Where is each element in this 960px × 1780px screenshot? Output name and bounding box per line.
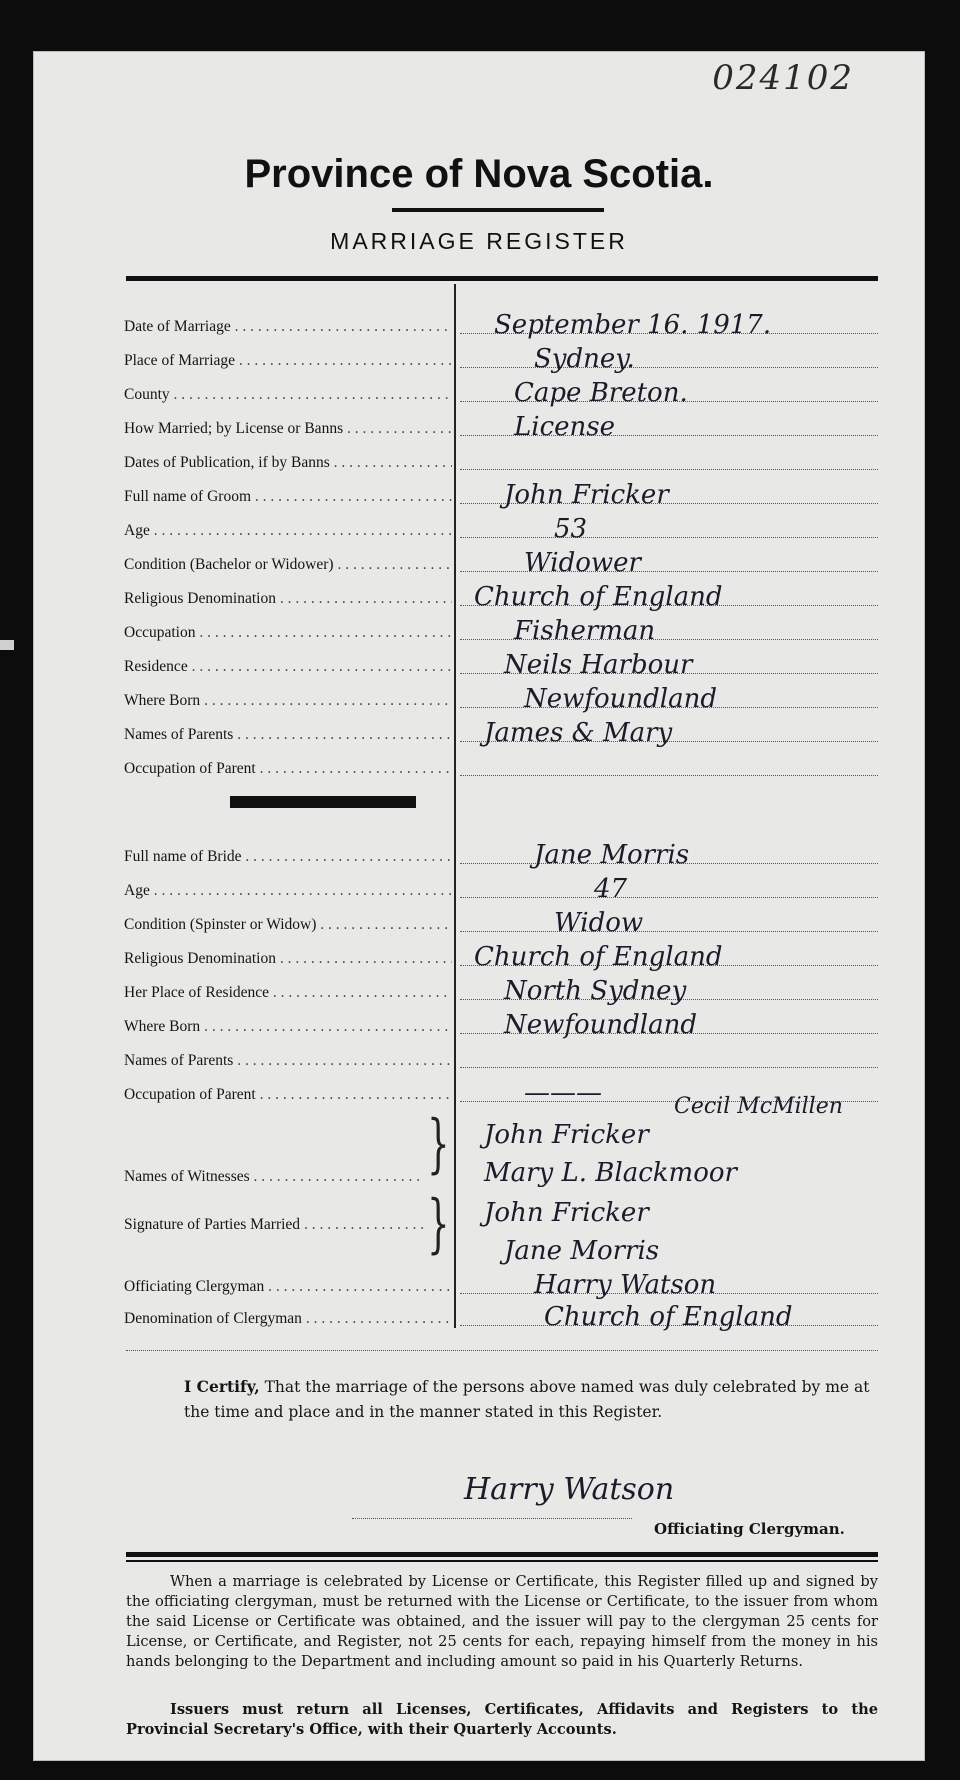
field-row <box>124 868 878 902</box>
field-value: Newfoundland <box>524 684 718 714</box>
field-label: Names of Witnesses <box>124 1168 250 1185</box>
field-label: Names of Parents <box>124 726 234 743</box>
signature-line <box>352 1518 632 1519</box>
field-label: Signature of Parties Married <box>124 1216 301 1233</box>
field-label: Full name of Groom <box>124 488 251 505</box>
field-label: Where Born <box>124 1018 201 1035</box>
field-value: September 16. 1917. <box>494 310 772 340</box>
edge-mark <box>0 640 14 650</box>
field-value: Sydney. <box>534 344 635 374</box>
field-label: County <box>124 386 170 403</box>
field-row <box>124 834 878 868</box>
field-value: John Fricker <box>504 480 669 510</box>
field-label: Place of Marriage <box>124 352 236 369</box>
clergy-signature: Harry Watson <box>464 1472 675 1507</box>
field-row <box>124 1004 878 1038</box>
field-row <box>124 406 878 440</box>
field-label: Occupation of Parent <box>124 1086 256 1103</box>
field-label: Officiating Clergyman <box>124 1278 265 1295</box>
field-value: Harry Watson <box>534 1270 717 1300</box>
witness-signature: John Fricker <box>484 1120 649 1150</box>
field-label: Date of Marriage <box>124 318 231 335</box>
field-label: Religious Denomination <box>124 950 276 967</box>
field-row <box>124 542 878 576</box>
field-value: ——— <box>524 1078 602 1108</box>
page-subtitle: MARRIAGE REGISTER <box>330 228 628 254</box>
field-value: Jane Morris <box>534 840 690 870</box>
field-value: License <box>514 412 616 442</box>
party-signature: Jane Morris <box>504 1236 660 1266</box>
register-form <box>34 52 924 1760</box>
form-end-rule <box>126 1350 878 1351</box>
serial-number: 024102 <box>712 58 854 98</box>
field-label: Names of Parents <box>124 1052 234 1069</box>
field-row <box>124 678 878 712</box>
instructions-note-bold: Issuers must return all Licenses, Certificates, Affidavits and Registers to the Provincial Secretary's Office, with their Quarterly Accounts. <box>126 1701 878 1738</box>
witness-brace: } <box>427 1107 450 1181</box>
field-label: Where Born <box>124 692 201 709</box>
witness-signature: Cecil McMillen <box>674 1094 843 1119</box>
field-row <box>124 508 878 542</box>
field-row <box>124 746 878 780</box>
certification-text <box>184 1374 874 1425</box>
field-label: Dates of Publication, if by Banns <box>124 454 330 471</box>
field-value: Church of England <box>544 1302 793 1332</box>
field-row <box>124 338 878 372</box>
field-label: Condition (Spinster or Widow) <box>124 916 317 933</box>
field-label: Age <box>124 882 150 899</box>
field-row <box>124 372 878 406</box>
field-label: Occupation of Parent <box>124 760 256 777</box>
field-row <box>124 644 878 678</box>
field-row <box>124 440 878 474</box>
field-row <box>124 304 878 338</box>
field-row <box>124 474 878 508</box>
field-value: Newfoundland <box>504 1010 698 1040</box>
certify-body: That the marriage of the persons above named was duly celebrated by me at the time and place and in the manner stated in this Register. <box>184 1378 870 1421</box>
field-row <box>124 1264 878 1298</box>
field-value: Neils Harbour <box>504 650 693 680</box>
field-value: 47 <box>594 874 628 904</box>
clergy-role: Officiating Clergyman. <box>654 1520 845 1538</box>
field-value: Cape Breton. <box>514 378 688 408</box>
header-rule <box>126 276 878 281</box>
field-row <box>124 902 878 936</box>
field-value: Widow <box>554 908 644 938</box>
footer-rule <box>126 1552 878 1557</box>
field-row <box>124 1296 878 1330</box>
field-label: Denomination of Clergyman <box>124 1310 302 1327</box>
field-row <box>124 970 878 1004</box>
field-row <box>124 610 878 644</box>
field-label: Her Place of Residence <box>124 984 270 1001</box>
field-label: Condition (Bachelor or Widower) <box>124 556 334 573</box>
field-row <box>124 936 878 970</box>
field-label: Full name of Bride <box>124 848 242 865</box>
field-value: Widower <box>524 548 641 578</box>
instructions-note: When a marriage is celebrated by License or Certificate, this Register filled up and signed by the officiating clergyman, must be returned with the License or Certificate, to the issuer from whom the said License or Certificate was obtained, and the issuer will pay to the clergyman 25 cents for License, or Certificate, and Register, not 25 cents for each, repaying himself from the money in his hands belonging to the Department and including amount so paid in his Quarterly Returns. <box>126 1573 878 1670</box>
field-label: Religious Denomination <box>124 590 276 607</box>
parties-brace: } <box>427 1187 450 1261</box>
field-value: Church of England <box>474 942 723 972</box>
title-underline <box>392 208 604 212</box>
page-title: Province of Nova Scotia. <box>244 152 714 196</box>
field-value: North Sydney <box>504 976 687 1006</box>
field-value: 53 <box>554 514 588 544</box>
field-label: Occupation <box>124 624 196 641</box>
field-label: Age <box>124 522 150 539</box>
field-row <box>124 576 878 610</box>
certify-lead: I Certify, <box>184 1377 260 1396</box>
field-row <box>124 1038 878 1072</box>
field-label: How Married; by License or Banns <box>124 420 344 437</box>
field-value: Fisherman <box>514 616 656 646</box>
footer-rule-thin <box>126 1560 878 1562</box>
witness-signature: Mary L. Blackmoor <box>484 1158 737 1188</box>
field-row <box>124 712 878 746</box>
section-divider <box>230 796 416 808</box>
field-value: Church of England <box>474 582 723 612</box>
party-signature: John Fricker <box>484 1198 649 1228</box>
field-label: Residence <box>124 658 188 675</box>
field-value: James & Mary <box>484 718 673 748</box>
